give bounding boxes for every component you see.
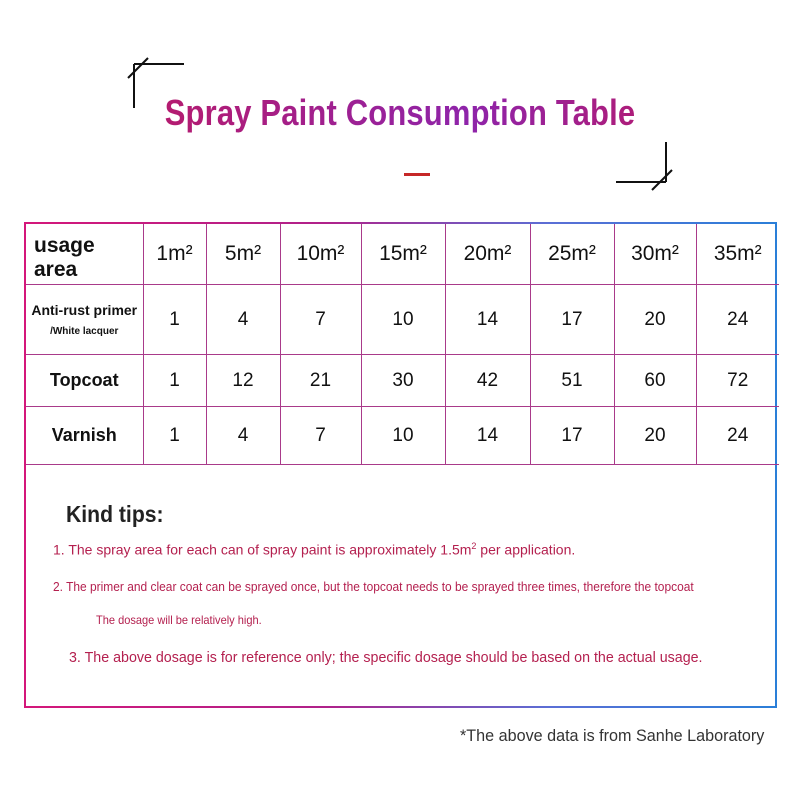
column-header: 10m² xyxy=(280,224,361,285)
row-header-label: usage area xyxy=(26,224,143,285)
tip-1 xyxy=(53,541,575,558)
bottom-right-corner-bracket-icon xyxy=(612,138,676,194)
table-cell: 10 xyxy=(361,285,445,355)
table-cell: 7 xyxy=(280,407,361,465)
row-label: Varnish xyxy=(26,407,143,465)
column-header: 5m² xyxy=(206,224,280,285)
table-cell: 60 xyxy=(614,355,696,407)
table-cell: 24 xyxy=(696,407,779,465)
table-cell: 17 xyxy=(530,285,614,355)
tips-heading: Kind tips: xyxy=(66,501,164,527)
table-cell: 1 xyxy=(143,355,206,407)
column-header: 1m² xyxy=(143,224,206,285)
table-cell: 4 xyxy=(206,285,280,355)
table-cell: 20 xyxy=(614,407,696,465)
table-cell: 21 xyxy=(280,355,361,407)
table-cell: 1 xyxy=(143,407,206,465)
table-cell: 42 xyxy=(445,355,530,407)
table-cell: 30 xyxy=(361,355,445,407)
table-row xyxy=(26,285,779,355)
tip-1-text-end: per application. xyxy=(476,541,576,558)
table-cell: 14 xyxy=(445,285,530,355)
table-cell: 4 xyxy=(206,407,280,465)
table-header-row xyxy=(26,224,779,285)
row-label: Anti-rust primer xyxy=(31,302,138,318)
column-header: 35m² xyxy=(696,224,779,285)
row-sublabel: /White lacquer xyxy=(50,326,119,337)
column-header: 25m² xyxy=(530,224,614,285)
title-underline xyxy=(404,173,430,176)
row-label: Topcoat xyxy=(26,355,143,407)
tip-3: 3. The above dosage is for reference only; the specific dosage should be based on the actual usage. xyxy=(69,649,703,666)
table-row xyxy=(26,407,779,465)
source-note: *The above data is from Sanhe Laboratory xyxy=(459,726,764,745)
row-label-cell xyxy=(26,285,143,355)
table-cell: 17 xyxy=(530,407,614,465)
column-header: 15m² xyxy=(361,224,445,285)
table-cell: 12 xyxy=(206,355,280,407)
page-title: Spray Paint Consumption Table xyxy=(56,92,744,134)
table-cell: 14 xyxy=(445,407,530,465)
tip-2-continuation: The dosage will be relatively high. xyxy=(96,613,262,627)
tip-1-text: 1. The spray area for each can of spray paint is approximately 1.5m xyxy=(53,541,472,558)
table-cell: 51 xyxy=(530,355,614,407)
column-header: 20m² xyxy=(445,224,530,285)
consumption-table xyxy=(26,224,779,465)
consumption-panel xyxy=(24,222,777,708)
table-cell: 72 xyxy=(696,355,779,407)
tip-1-superscript: 2 xyxy=(471,541,477,551)
table-row xyxy=(26,355,779,407)
table-cell: 10 xyxy=(361,407,445,465)
tip-2: 2. The primer and clear coat can be sprayed once, but the topcoat needs to be sprayed three times, therefore the topcoat xyxy=(53,579,694,594)
column-header: 30m² xyxy=(614,224,696,285)
table-cell: 24 xyxy=(696,285,779,355)
table-cell: 1 xyxy=(143,285,206,355)
table-cell: 20 xyxy=(614,285,696,355)
table-cell: 7 xyxy=(280,285,361,355)
